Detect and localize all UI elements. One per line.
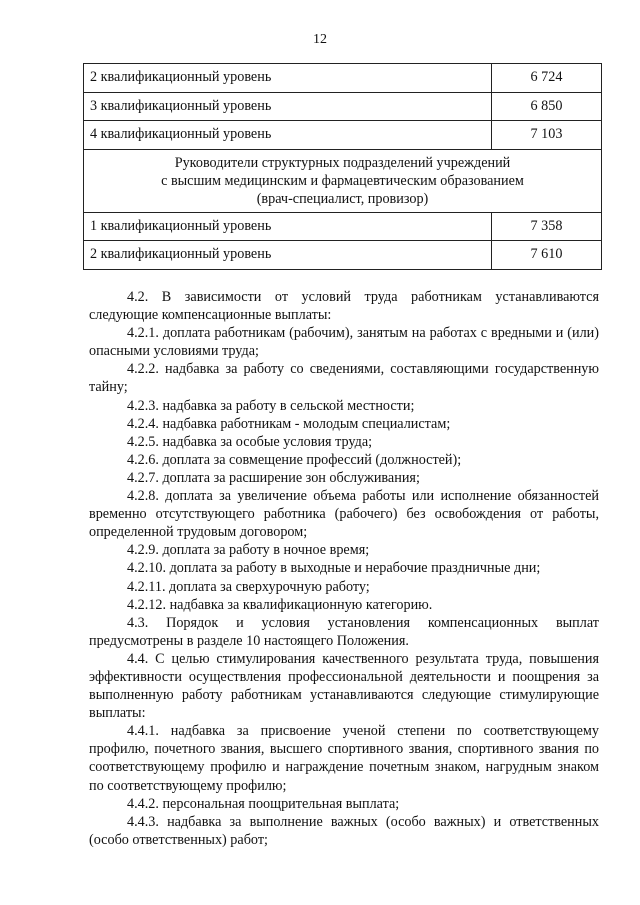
- group-heading-line: с высшим медицинским и фармацевтическим образованием: [161, 172, 524, 189]
- group-heading-line: Руководители структурных подразделений учреждений: [174, 154, 511, 171]
- qualification-level: 1 квалификационный уровень: [84, 212, 492, 241]
- qualification-level: 2 квалификационный уровень: [84, 241, 492, 270]
- body-text: [89, 288, 599, 849]
- paragraph-4-4-2: 4.4.2. персональная поощрительная выплата;: [127, 795, 400, 812]
- paragraph-4-2-9: 4.2.9. доплата за работу в ночное время;: [127, 542, 370, 559]
- group-heading: [84, 149, 602, 212]
- qualification-level: 4 квалификационный уровень: [84, 121, 492, 150]
- paragraph-4-2-6: 4.2.6. доплата за совмещение профессий (должностей);: [127, 451, 462, 468]
- page-number: 12: [313, 32, 327, 47]
- table-row: [84, 92, 602, 121]
- paragraph-4-3: 4.3. Порядок и условия установления компенсационных выплат предусмотрены в разделе 10 настоящего Положения.: [89, 614, 599, 649]
- table-row: [84, 212, 602, 241]
- paragraph-4-2-12: 4.2.12. надбавка за квалификационную категорию.: [127, 596, 433, 613]
- table-row: [84, 121, 602, 150]
- paragraph-4-2: 4.2. В зависимости от условий труда работникам устанавливаются следующие компенсационные выплаты:: [89, 289, 599, 324]
- paragraph-4-4: 4.4. С целью стимулирования качественного результата труда, повышения эффективности осуществления профессиональной деятельности и поощрения за выполненную работу работникам устанавливаются следующие стимулирующие выплаты:: [89, 650, 599, 722]
- salary-value: 7 103: [492, 121, 602, 150]
- paragraph-4-2-2: 4.2.2. надбавка за работу со сведениями, составляющими государственную тайну;: [89, 361, 599, 396]
- salary-value: 7 610: [492, 241, 602, 270]
- table-row: [84, 241, 602, 270]
- paragraph-4-4-3: 4.4.3. надбавка за выполнение важных (особо важных) и ответственных (особо ответственных) работ;: [89, 813, 599, 848]
- salary-value: 6 724: [492, 64, 602, 93]
- paragraph-4-2-10: 4.2.10. доплата за работу в выходные и нерабочие праздничные дни;: [127, 560, 541, 577]
- paragraph-4-4-1: 4.4.1. надбавка за присвоение ученой степени по соответствующему профилю, почетного звания, высшего спортивного звания, спортивного звания по соответствующему профилю и награждение почетным знаком, нагрудным знаком по соответствующему профилю;: [89, 723, 599, 794]
- paragraph-4-2-5: 4.2.5. надбавка за особые условия труда;: [127, 433, 373, 450]
- paragraph-4-2-3: 4.2.3. надбавка за работу в сельской местности;: [127, 397, 415, 414]
- table-group-row: [84, 149, 602, 212]
- paragraph-4-2-1: 4.2.1. доплата работникам (рабочим), занятым на работах с вредными и (или) опасными условиями труда;: [89, 325, 599, 360]
- salary-table: [83, 63, 602, 270]
- paragraph-4-2-11: 4.2.11. доплата за сверхурочную работу;: [127, 578, 370, 595]
- salary-value: 6 850: [492, 92, 602, 121]
- table-row: [84, 64, 602, 93]
- paragraph-4-2-4: 4.2.4. надбавка работникам - молодым специалистам;: [127, 415, 451, 432]
- group-heading-line: (врач-специалист, провизор): [256, 190, 429, 207]
- qualification-level: 3 квалификационный уровень: [84, 92, 492, 121]
- qualification-level: 2 квалификационный уровень: [84, 64, 492, 93]
- salary-value: 7 358: [492, 212, 602, 241]
- paragraph-4-2-8: 4.2.8. доплата за увеличение объема работы или исполнение обязанностей временно отсутствующего работника (рабочего) без освобождения от работы, определенной трудовым договором;: [89, 488, 599, 541]
- paragraph-4-2-7: 4.2.7. доплата за расширение зон обслуживания;: [127, 469, 420, 486]
